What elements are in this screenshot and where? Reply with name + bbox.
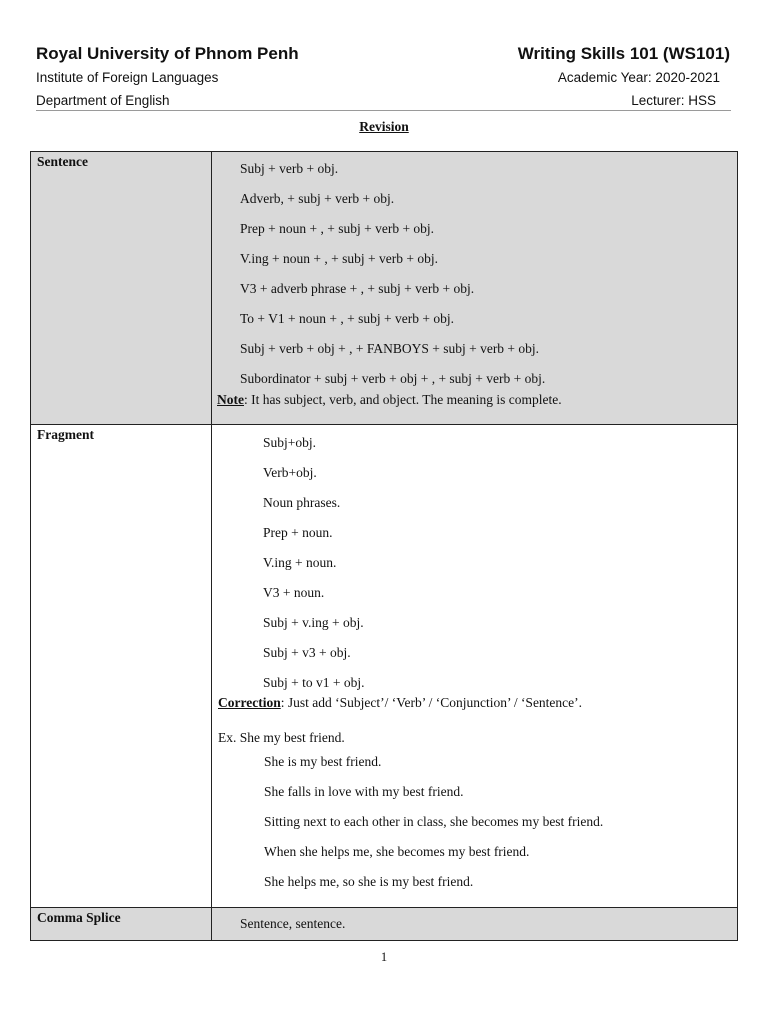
fragment-pattern: Subj + to v1 + obj. — [263, 675, 365, 690]
sentence-label: Sentence — [31, 152, 212, 425]
header-row-department — [36, 93, 730, 108]
comma-splice-row — [31, 908, 738, 941]
comma-splice-label: Comma Splice — [31, 908, 212, 941]
fragment-pattern: Subj+obj. — [263, 435, 316, 450]
sentence-pattern: Subordinator + subj + verb + obj + , + subj + verb + obj. — [240, 371, 546, 386]
fragment-fix: She is my best friend. — [264, 754, 382, 769]
page-number: 1 — [380, 950, 388, 964]
sentence-note — [217, 392, 562, 408]
header-divider — [36, 110, 731, 111]
sentence-pattern: Prep + noun + , + subj + verb + obj. — [240, 221, 435, 236]
fragment-fix: When she helps me, she becomes my best friend. — [264, 844, 530, 859]
academic-year: Academic Year: 2020-2021 — [557, 70, 720, 85]
fragment-fix: Sitting next to each other in class, she becomes my best friend. — [264, 814, 604, 829]
header-row-institute — [36, 70, 730, 85]
fragment-example: Ex. She my best friend. — [218, 730, 345, 745]
fragment-pattern: Subj + v.ing + obj. — [263, 615, 364, 630]
sentence-pattern: V.ing + noun + , + subj + verb + obj. — [240, 251, 438, 266]
correction-text: : Just add ‘Subject’/ ‘Verb’ / ‘Conjunction’ / ‘Sentence’. — [280, 695, 583, 710]
correction-label: Correction — [218, 695, 281, 710]
fragment-fix: She falls in love with my best friend. — [264, 784, 464, 799]
comma-splice-pattern: Sentence, sentence. — [240, 916, 346, 931]
revision-table — [30, 151, 738, 941]
fragment-fix: She helps me, so she is my best friend. — [264, 874, 474, 889]
institute-name: Institute of Foreign Languages — [36, 70, 219, 85]
note-text: : It has subject, verb, and object. The meaning is complete. — [244, 392, 562, 407]
university-name: Royal University of Phnom Penh — [36, 44, 299, 63]
fragment-pattern: V3 + noun. — [263, 585, 325, 600]
sentence-pattern: Subj + verb + obj + , + FANBOYS + subj + verb + obj. — [240, 341, 540, 356]
fragment-pattern: V.ing + noun. — [263, 555, 337, 570]
sentence-pattern: Adverb, + subj + verb + obj. — [240, 191, 395, 206]
sentence-pattern: To + V1 + noun + , + subj + verb + obj. — [240, 311, 454, 326]
fragment-pattern: Subj + v3 + obj. — [263, 645, 351, 660]
fragment-pattern: Verb+obj. — [263, 465, 317, 480]
course-name: Writing Skills 101 (WS101) — [517, 44, 730, 63]
sentence-pattern: Subj + verb + obj. — [240, 161, 339, 176]
lecturer: Lecturer: HSS — [631, 93, 716, 108]
comma-splice-content — [212, 908, 738, 941]
fragment-label: Fragment — [31, 425, 212, 908]
fragment-pattern: Prep + noun. — [263, 525, 333, 540]
department-name: Department of English — [36, 93, 170, 108]
fragment-pattern: Noun phrases. — [263, 495, 341, 510]
header-title-row — [36, 44, 730, 64]
sentence-pattern: V3 + adverb phrase + , + subj + verb + obj. — [240, 281, 475, 296]
fragment-correction — [218, 695, 582, 711]
sentence-row — [31, 152, 738, 425]
sentence-content — [212, 152, 738, 425]
fragment-content — [212, 425, 738, 908]
fragment-row — [31, 425, 738, 908]
document-title: Revision — [359, 119, 409, 134]
note-label: Note — [217, 392, 244, 407]
